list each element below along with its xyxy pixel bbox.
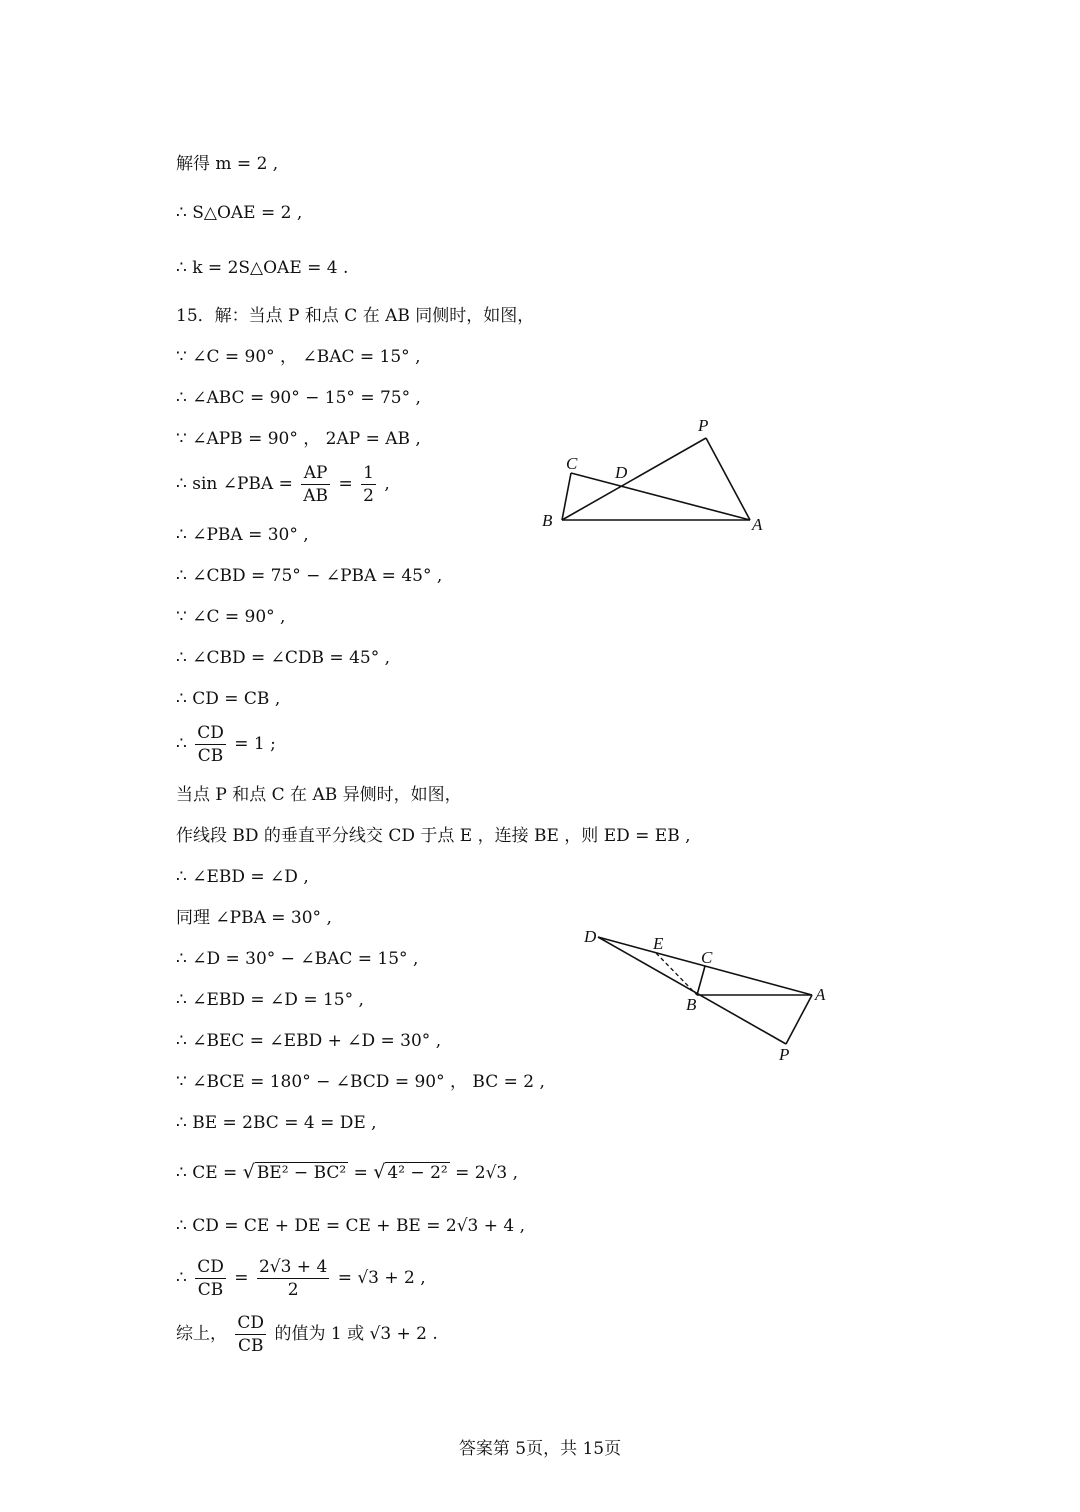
point-label-p: P [779, 1045, 790, 1064]
segment-pa [786, 995, 812, 1044]
ratio-simplified: = √3 + 2 , [337, 1268, 426, 1288]
point-label-d: D [584, 927, 597, 946]
ratio-result: = 1 ; [234, 734, 276, 754]
figure-same-side [530, 410, 780, 540]
point-label-b: B [686, 995, 697, 1014]
fraction-numerator: CD [197, 1257, 224, 1277]
point-label-c: C [566, 454, 578, 473]
solution-line-21: ∴ ∠BEC = ∠EBD + ∠D = 30° , [176, 1031, 442, 1051]
ce-equation [176, 1160, 518, 1185]
solution-line-13: ∴ CD = CB , [176, 689, 281, 709]
ce-prefix: ∴ CE = [176, 1163, 238, 1183]
fraction-denominator: CB [197, 746, 224, 766]
point-label-b: B [542, 511, 553, 530]
therefore-sign: ∴ [176, 1268, 187, 1288]
fraction-denominator: AB [303, 486, 329, 506]
therefore-sign: ∴ [176, 734, 187, 754]
fraction-numerator: AP [301, 462, 330, 485]
solution-line-2: ∴ S△OAE = 2 , [176, 203, 303, 223]
solution-line-10: ∴ ∠CBD = 75° − ∠PBA = 45° , [176, 566, 443, 586]
solution-line-1: 解得 m = 2 , [176, 154, 279, 174]
solution-line-11: ∵ ∠C = 90° , [176, 607, 286, 627]
solution-line-16: 作线段 BD 的垂直平分线交 CD 于点 E ，连接 BE ，则 ED = EB , [176, 826, 691, 846]
point-label-d: D [615, 463, 628, 482]
point-label-c: C [701, 948, 713, 967]
sine-prefix: ∴ sin ∠PBA = [176, 474, 293, 494]
fraction-one-half [361, 462, 376, 507]
solution-line-5: ∵ ∠C = 90° ， ∠BAC = 15° , [176, 347, 421, 367]
radicand-be-bc: BE² − BC² [256, 1163, 347, 1183]
fraction-numerator: 1 [363, 463, 374, 483]
ratio-result-equation [176, 1256, 426, 1301]
radical-sign: √ [242, 1161, 255, 1183]
solution-line-3: ∴ k = 2S△OAE = 4 . [176, 258, 349, 278]
problem-15-intro: 15．解：当点 P 和点 C 在 AB 同侧时，如图， [176, 306, 535, 326]
solution-line-22: ∵ ∠BCE = 180° − ∠BCD = 90° ， BC = 2 , [176, 1072, 545, 1092]
segment-bc [562, 473, 571, 520]
point-label-e: E [653, 934, 664, 953]
fraction-value [257, 1256, 329, 1301]
sine-suffix: , [384, 474, 390, 494]
point-label-a: A [752, 515, 763, 534]
point-label-a: A [815, 985, 826, 1004]
solution-line-17: ∴ ∠EBD = ∠D , [176, 867, 309, 887]
fraction-denominator: 2 [287, 1280, 299, 1300]
segment-bc [697, 966, 705, 995]
conclusion-prefix: 综上， [176, 1324, 227, 1344]
fraction-cd-cb [195, 722, 226, 767]
equals-sign: = [234, 1268, 249, 1288]
case-two-intro: 当点 P 和点 C 在 AB 异侧时，如图， [176, 785, 462, 805]
solution-line-23: ∴ BE = 2BC = 4 = DE , [176, 1113, 377, 1133]
equals-sign: = [353, 1163, 368, 1183]
solution-line-7: ∵ ∠APB = 90° ， 2AP = AB , [176, 429, 421, 449]
segment-ca [571, 473, 750, 520]
segment-pa [706, 438, 750, 520]
sine-equation [176, 462, 390, 507]
solution-line-9: ∴ ∠PBA = 30° , [176, 525, 309, 545]
fraction-numerator: CD [237, 1313, 265, 1333]
radical-sign: √ [373, 1161, 386, 1183]
solution-line-25: ∴ CD = CE + DE = CE + BE = 2√3 + 4 , [176, 1216, 526, 1236]
segment-bp [562, 438, 706, 520]
figure-opposite-side [570, 920, 840, 1070]
solution-line-18: 同理 ∠PBA = 30° , [176, 908, 332, 928]
solution-line-20: ∴ ∠EBD = ∠D = 15° , [176, 990, 364, 1010]
equals-sign: = [338, 474, 353, 494]
ratio-equals-one [176, 722, 276, 767]
ce-result: = 2√3 , [455, 1163, 519, 1183]
fraction-denominator: CB [237, 1336, 264, 1356]
conclusion-line [176, 1312, 438, 1357]
radicand-numbers: 4² − 2² [387, 1163, 448, 1183]
conclusion-text: 的值为 1 或 √3 + 2 . [274, 1324, 438, 1344]
fraction-ap-ab [301, 462, 330, 507]
solution-line-19: ∴ ∠D = 30° − ∠BAC = 15° , [176, 949, 419, 969]
solution-line-6: ∴ ∠ABC = 90° − 15° = 75° , [176, 388, 421, 408]
fraction-numerator: 2√3 + 4 [258, 1257, 328, 1277]
fraction-cd-cb [235, 1312, 266, 1357]
page-footer: 答案第 5页，共 15页 [458, 1439, 622, 1459]
fraction-numerator: CD [197, 723, 224, 743]
fraction-denominator: 2 [363, 486, 374, 506]
fraction-denominator: CB [197, 1280, 224, 1300]
fraction-cd-cb [195, 1256, 226, 1301]
point-label-p: P [698, 416, 709, 435]
solution-line-12: ∴ ∠CBD = ∠CDB = 45° , [176, 648, 391, 668]
